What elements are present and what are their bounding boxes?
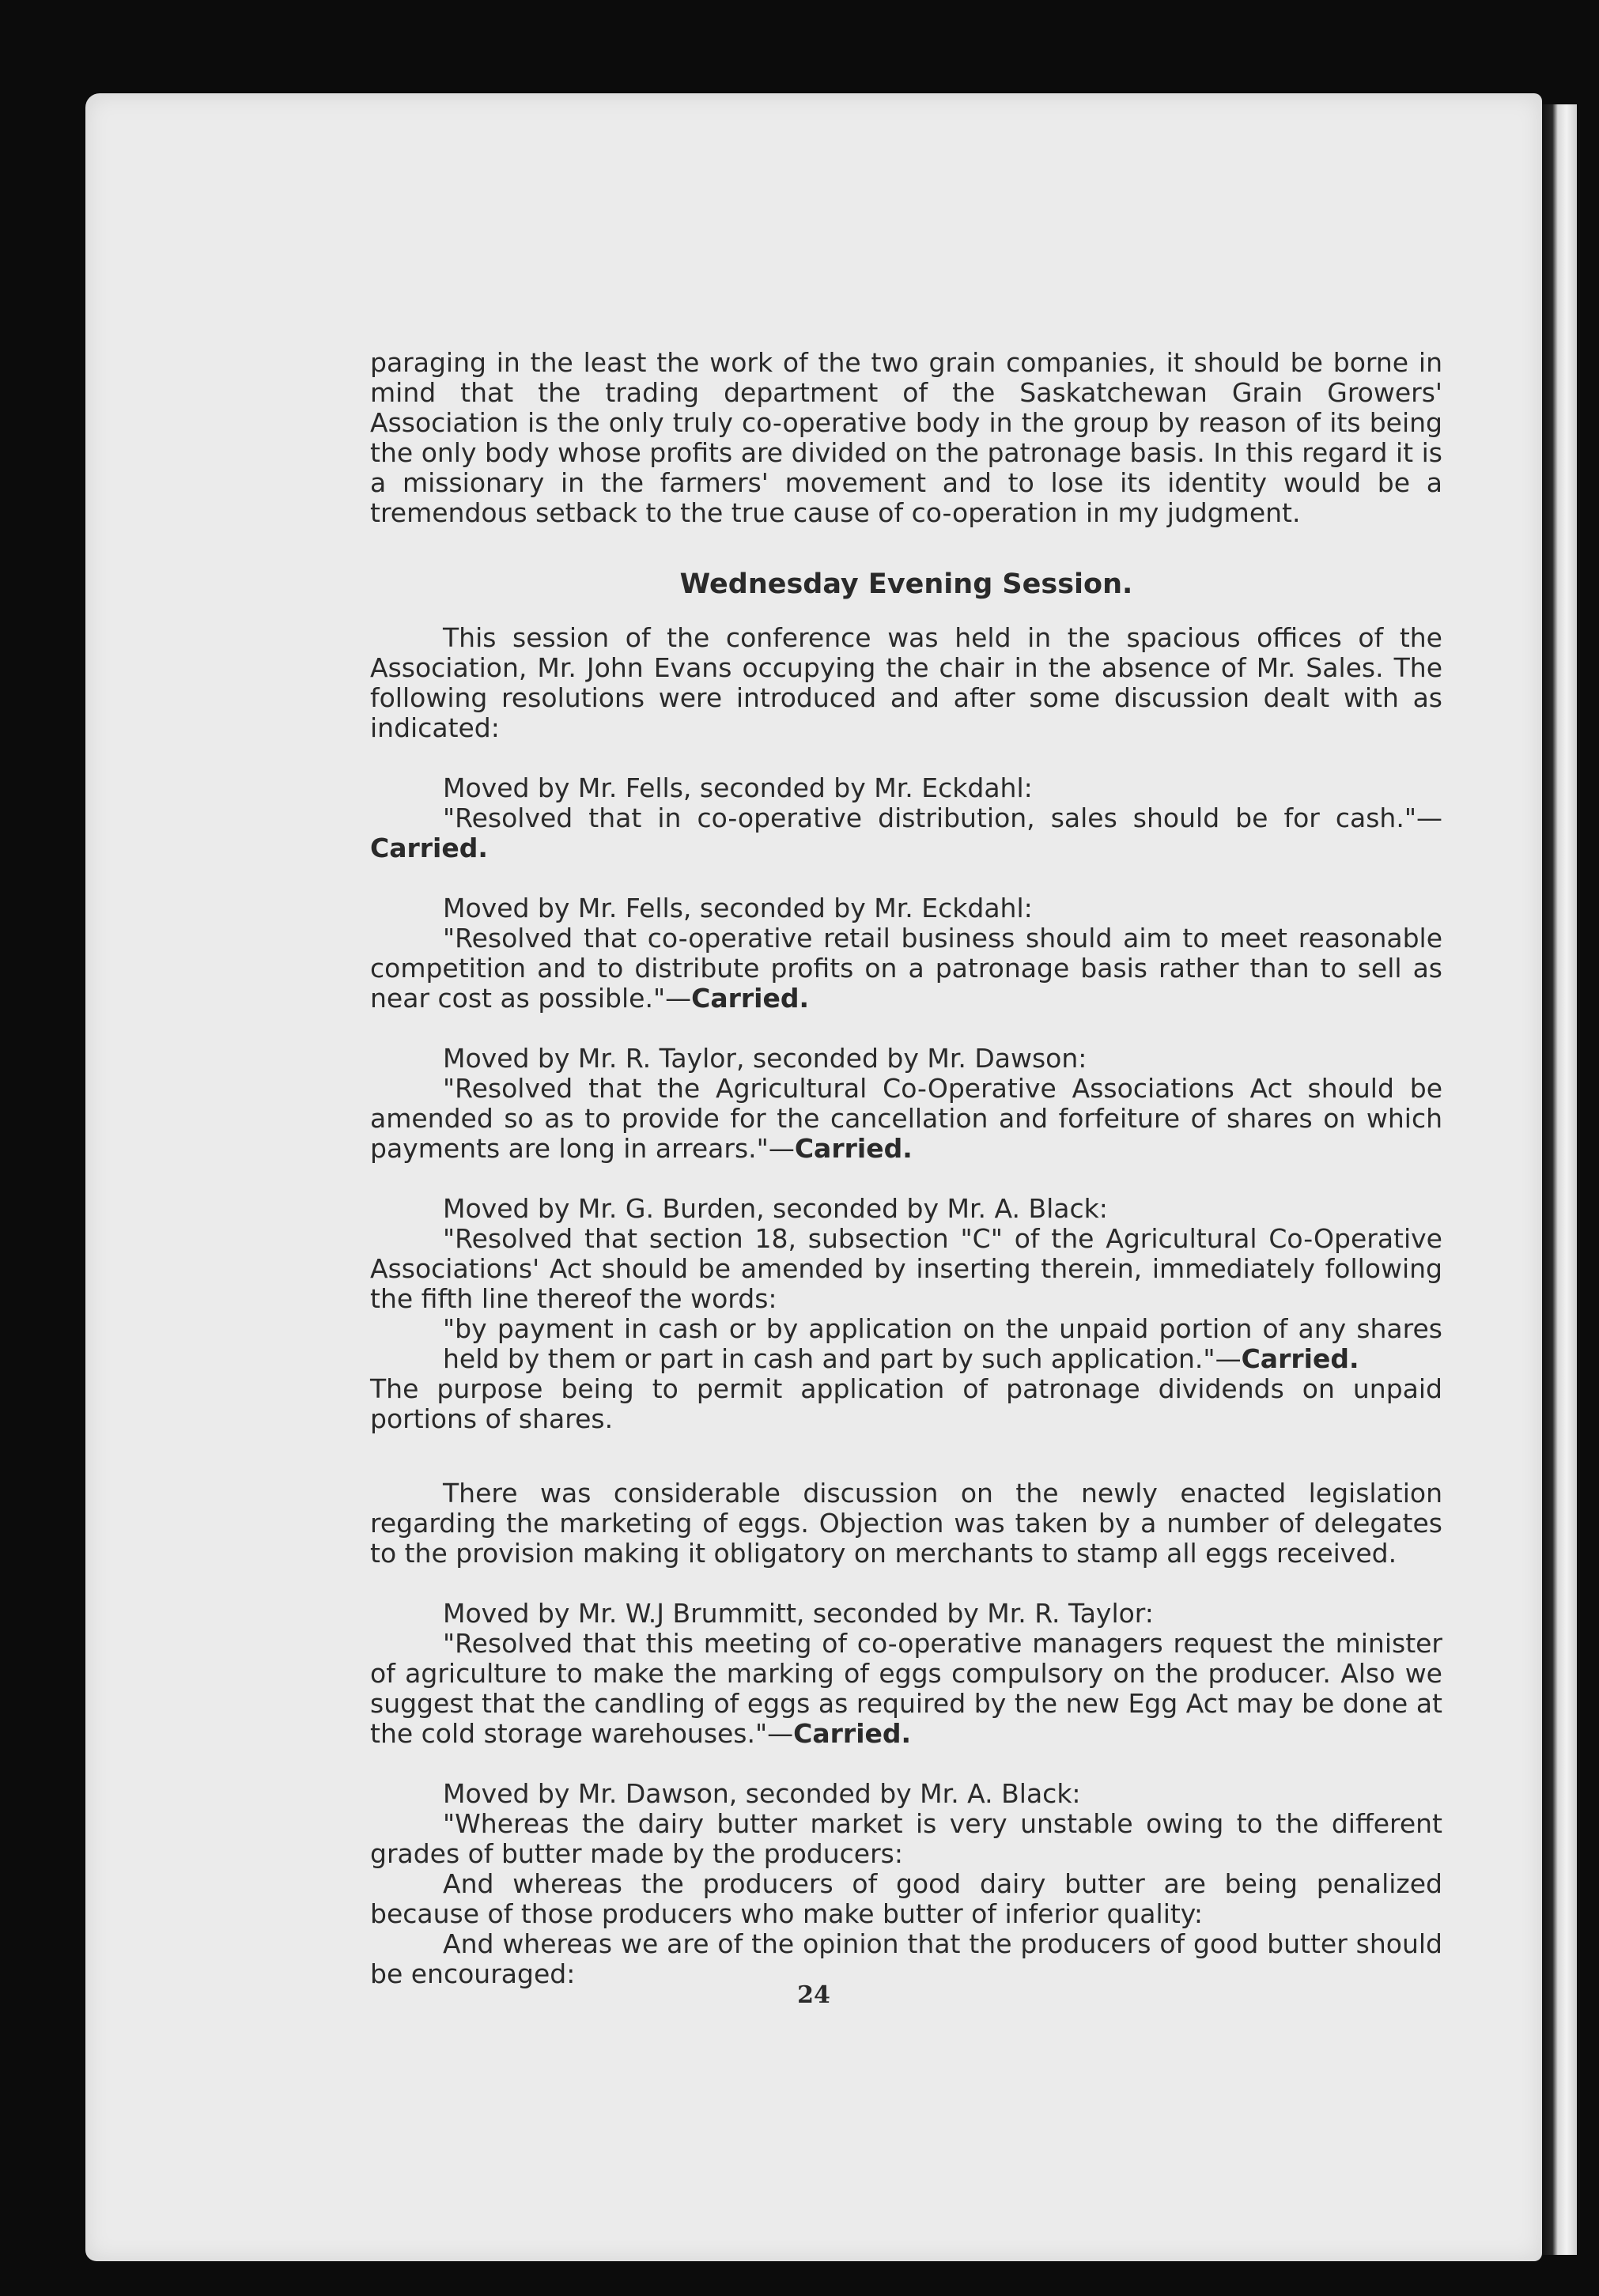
resolution-4-purpose: The purpose being to permit application of patronage dividends on unpaid portions of shares. xyxy=(370,1373,1442,1434)
resolution-2-mover: Moved by Mr. Fells, seconded by Mr. Eckdahl: xyxy=(443,893,1033,923)
resolution-4-quote-body: "by payment in cash or by application on the unpaid portion of any shares held by them or part in cash and part by such application."— xyxy=(443,1313,1442,1374)
resolution-4-result: Carried. xyxy=(1241,1343,1359,1374)
resolution-3-mover: Moved by Mr. R. Taylor, seconded by Mr. Dawson: xyxy=(443,1043,1087,1074)
resolution-6-text-3: And whereas we are of the opinion that the producers of good butter should be encouraged: xyxy=(370,1928,1442,1989)
paragraph-opening: paraging in the least the work of the two grain companies, it should be borne in mind that the trading department of the Saskatchewan Grain Growers' Association is the only truly co-operative body in the group by reason of its being the only body whose profits are divided on the patronage basis. In this regard it is a missionary in the farmers' movement and to lose its identity would be a tremendous setback to the true cause of co-operation in my judgment. xyxy=(370,347,1442,528)
resolution-2-result: Carried. xyxy=(691,983,810,1014)
document-page xyxy=(85,93,1542,2261)
resolution-6-mover: Moved by Mr. Dawson, seconded by Mr. A. Black: xyxy=(443,1778,1081,1809)
resolution-1-text xyxy=(370,803,1442,863)
resolution-4-quote xyxy=(370,1314,1442,1374)
resolution-6-text-1: "Whereas the dairy butter market is very unstable owing to the different grades of butter made by the producers: xyxy=(370,1808,1442,1869)
section-heading: Wednesday Evening Session. xyxy=(679,568,1133,600)
page-text xyxy=(370,348,1442,1989)
resolution-4-text: "Resolved that section 18, subsection "C" of the Agricultural Co-Operative Associations' Act should be amended by inserting therein, immediately following the fifth line thereof the words: xyxy=(370,1223,1442,1314)
resolution-5-mover: Moved by Mr. W.J Brummitt, seconded by Mr. R. Taylor: xyxy=(443,1598,1154,1629)
resolution-5-body: "Resolved that this meeting of co-operative managers request the minister of agriculture to make the marking of eggs compulsory on the producer. Also we suggest that the candling of eggs as required by the new Egg Act may be done at the cold storage warehouses."— xyxy=(370,1628,1442,1749)
resolution-4-mover: Moved by Mr. G. Burden, seconded by Mr. A. Black: xyxy=(443,1193,1108,1224)
resolution-3-result: Carried. xyxy=(794,1133,913,1164)
resolution-1-mover: Moved by Mr. Fells, seconded by Mr. Eckdahl: xyxy=(443,772,1033,803)
resolution-6-text-2: And whereas the producers of good dairy butter are being penalized because of those producers who make butter of inferior quality: xyxy=(370,1868,1442,1929)
paragraph-egg-discussion: There was considerable discussion on the newly enacted legislation regarding the marketing of eggs. Objection was taken by a number of delegates to the provision making it obligatory on merchants to stamp all eggs received. xyxy=(370,1478,1442,1569)
resolution-2-body: "Resolved that co-operative retail business should aim to meet reasonable competition and to distribute profits on a patronage basis rather than to sell as near cost as possible."— xyxy=(370,923,1442,1014)
resolution-3-body: "Resolved that the Agricultural Co-Operative Associations Act should be amended so as to provide for the cancellation and forfeiture of shares on which payments are long in arrears."— xyxy=(370,1073,1442,1164)
resolution-5-result: Carried. xyxy=(793,1718,912,1749)
paragraph-session-intro: This session of the conference was held in the spacious offices of the Association, Mr. John Evans occupying the chair in the absence of Mr. Sales. The following resolutions were introduced and after some discussion dealt with as indicated: xyxy=(370,622,1442,743)
resolution-1-body: "Resolved that in co-operative distribution, sales should be for cash."— xyxy=(443,802,1442,833)
resolution-5-text xyxy=(370,1629,1442,1749)
book-spine-edge xyxy=(1542,104,1577,2255)
resolution-1-result: Carried. xyxy=(370,833,488,863)
resolution-2-text xyxy=(370,923,1442,1014)
resolution-3-text xyxy=(370,1074,1442,1164)
page-number: 24 xyxy=(797,1981,830,2009)
